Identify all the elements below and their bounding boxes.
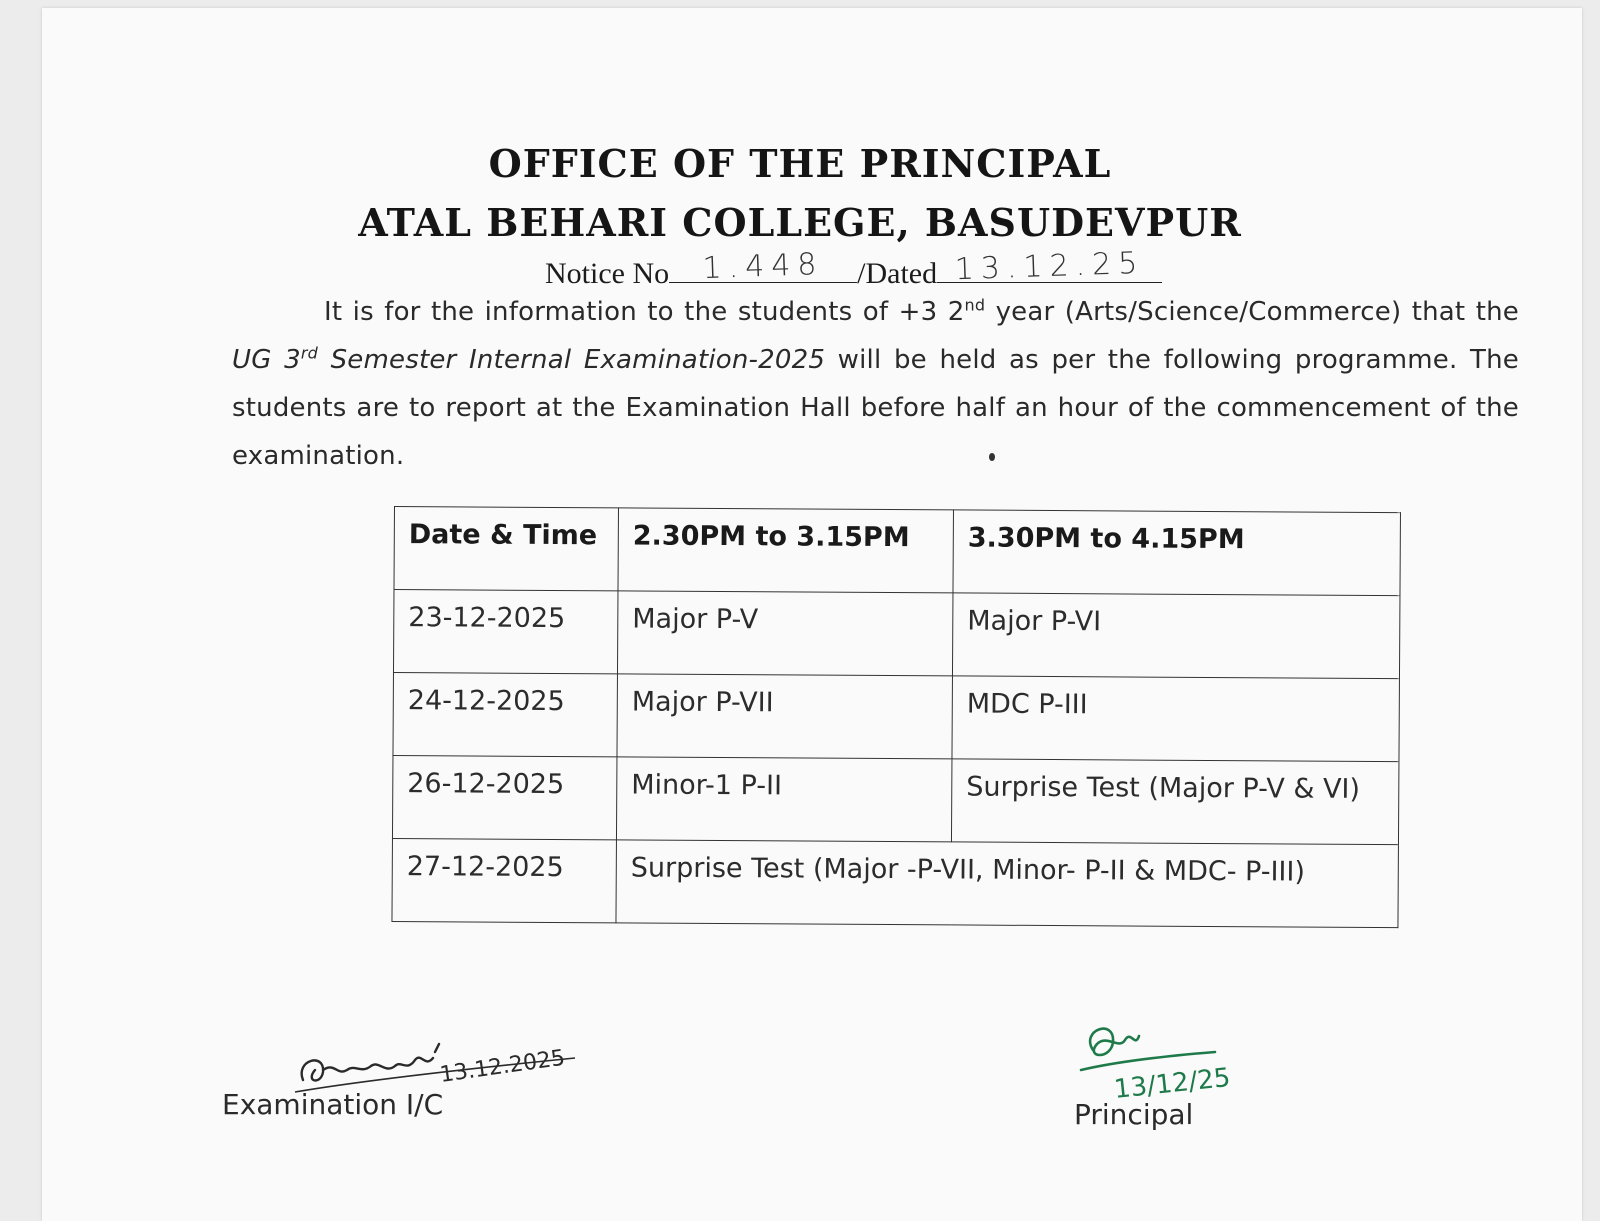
ink-speck (989, 453, 995, 461)
row-date: 24-12-2025 (393, 672, 618, 756)
exam-ic-label: Examination I/C (222, 1088, 444, 1121)
notice-line (545, 245, 1162, 291)
principal-signature (1075, 1020, 1285, 1110)
exam-name (232, 345, 825, 375)
exam-name-part2: Semester Internal Examination-2025 (318, 345, 826, 375)
row-slot-1: Minor-1 P-II (616, 757, 952, 842)
row-date: 27-12-2025 (392, 838, 617, 922)
exam-name-sup: rd (300, 343, 319, 363)
header-slot-2: 3.30PM to 4.15PM (953, 510, 1400, 596)
table-header-row (394, 507, 1400, 596)
table-row (392, 838, 1398, 927)
header-slot-1: 2.30PM to 3.15PM (618, 508, 954, 593)
row-slot-1: Major P-V (617, 591, 953, 676)
notice-no-label: Notice No (545, 257, 670, 290)
principal-label: Principal (1074, 1098, 1194, 1131)
table-row (393, 590, 1399, 679)
notice-no-blank (669, 246, 857, 287)
para-text-3: will be held as per the following programme. The students are to report at the Examination Hall before half an hour of the commencement of the examination. (232, 345, 1519, 471)
row-date: 23-12-2025 (393, 590, 618, 674)
para-sup-1: nd (964, 295, 986, 315)
exam-name-part1: UG 3 (232, 345, 301, 375)
table-row (392, 755, 1398, 844)
table-row (393, 672, 1399, 761)
para-text-1: It is for the information to the students of +3 2 (324, 297, 965, 327)
office-heading: OFFICE OF THE PRINCIPAL (488, 141, 1112, 186)
row-merged-slot: Surprise Test (Major -P-VII, Minor- P-II & MDC- P-III) (616, 840, 1398, 928)
college-heading: ATAL BEHARI COLLEGE, BASUDEVPUR (358, 200, 1242, 245)
row-slot-1: Major P-VII (617, 674, 953, 759)
principal-handwritten-date: 13/12/25 (1112, 1062, 1232, 1105)
notice-paragraph (232, 288, 1519, 480)
exam-schedule-table (391, 506, 1401, 928)
row-slot-2: MDC P-III (952, 676, 1399, 762)
row-slot-2: Major P-VI (952, 593, 1399, 679)
row-date: 26-12-2025 (392, 755, 617, 839)
dated-label: /Dated (857, 257, 938, 290)
dated-blank (937, 245, 1162, 288)
notice-no-value: 1.448 (702, 246, 825, 287)
exam-ic-handwritten-date: 13.12.2025 (438, 1045, 567, 1088)
para-text-2: year (Arts/Science/Commerce) that the (985, 297, 1519, 327)
row-slot-2: Surprise Test (Major P-V & VI) (951, 759, 1398, 845)
header-date-time: Date & Time (394, 507, 619, 591)
dated-value: 13.12.25 (954, 245, 1145, 288)
